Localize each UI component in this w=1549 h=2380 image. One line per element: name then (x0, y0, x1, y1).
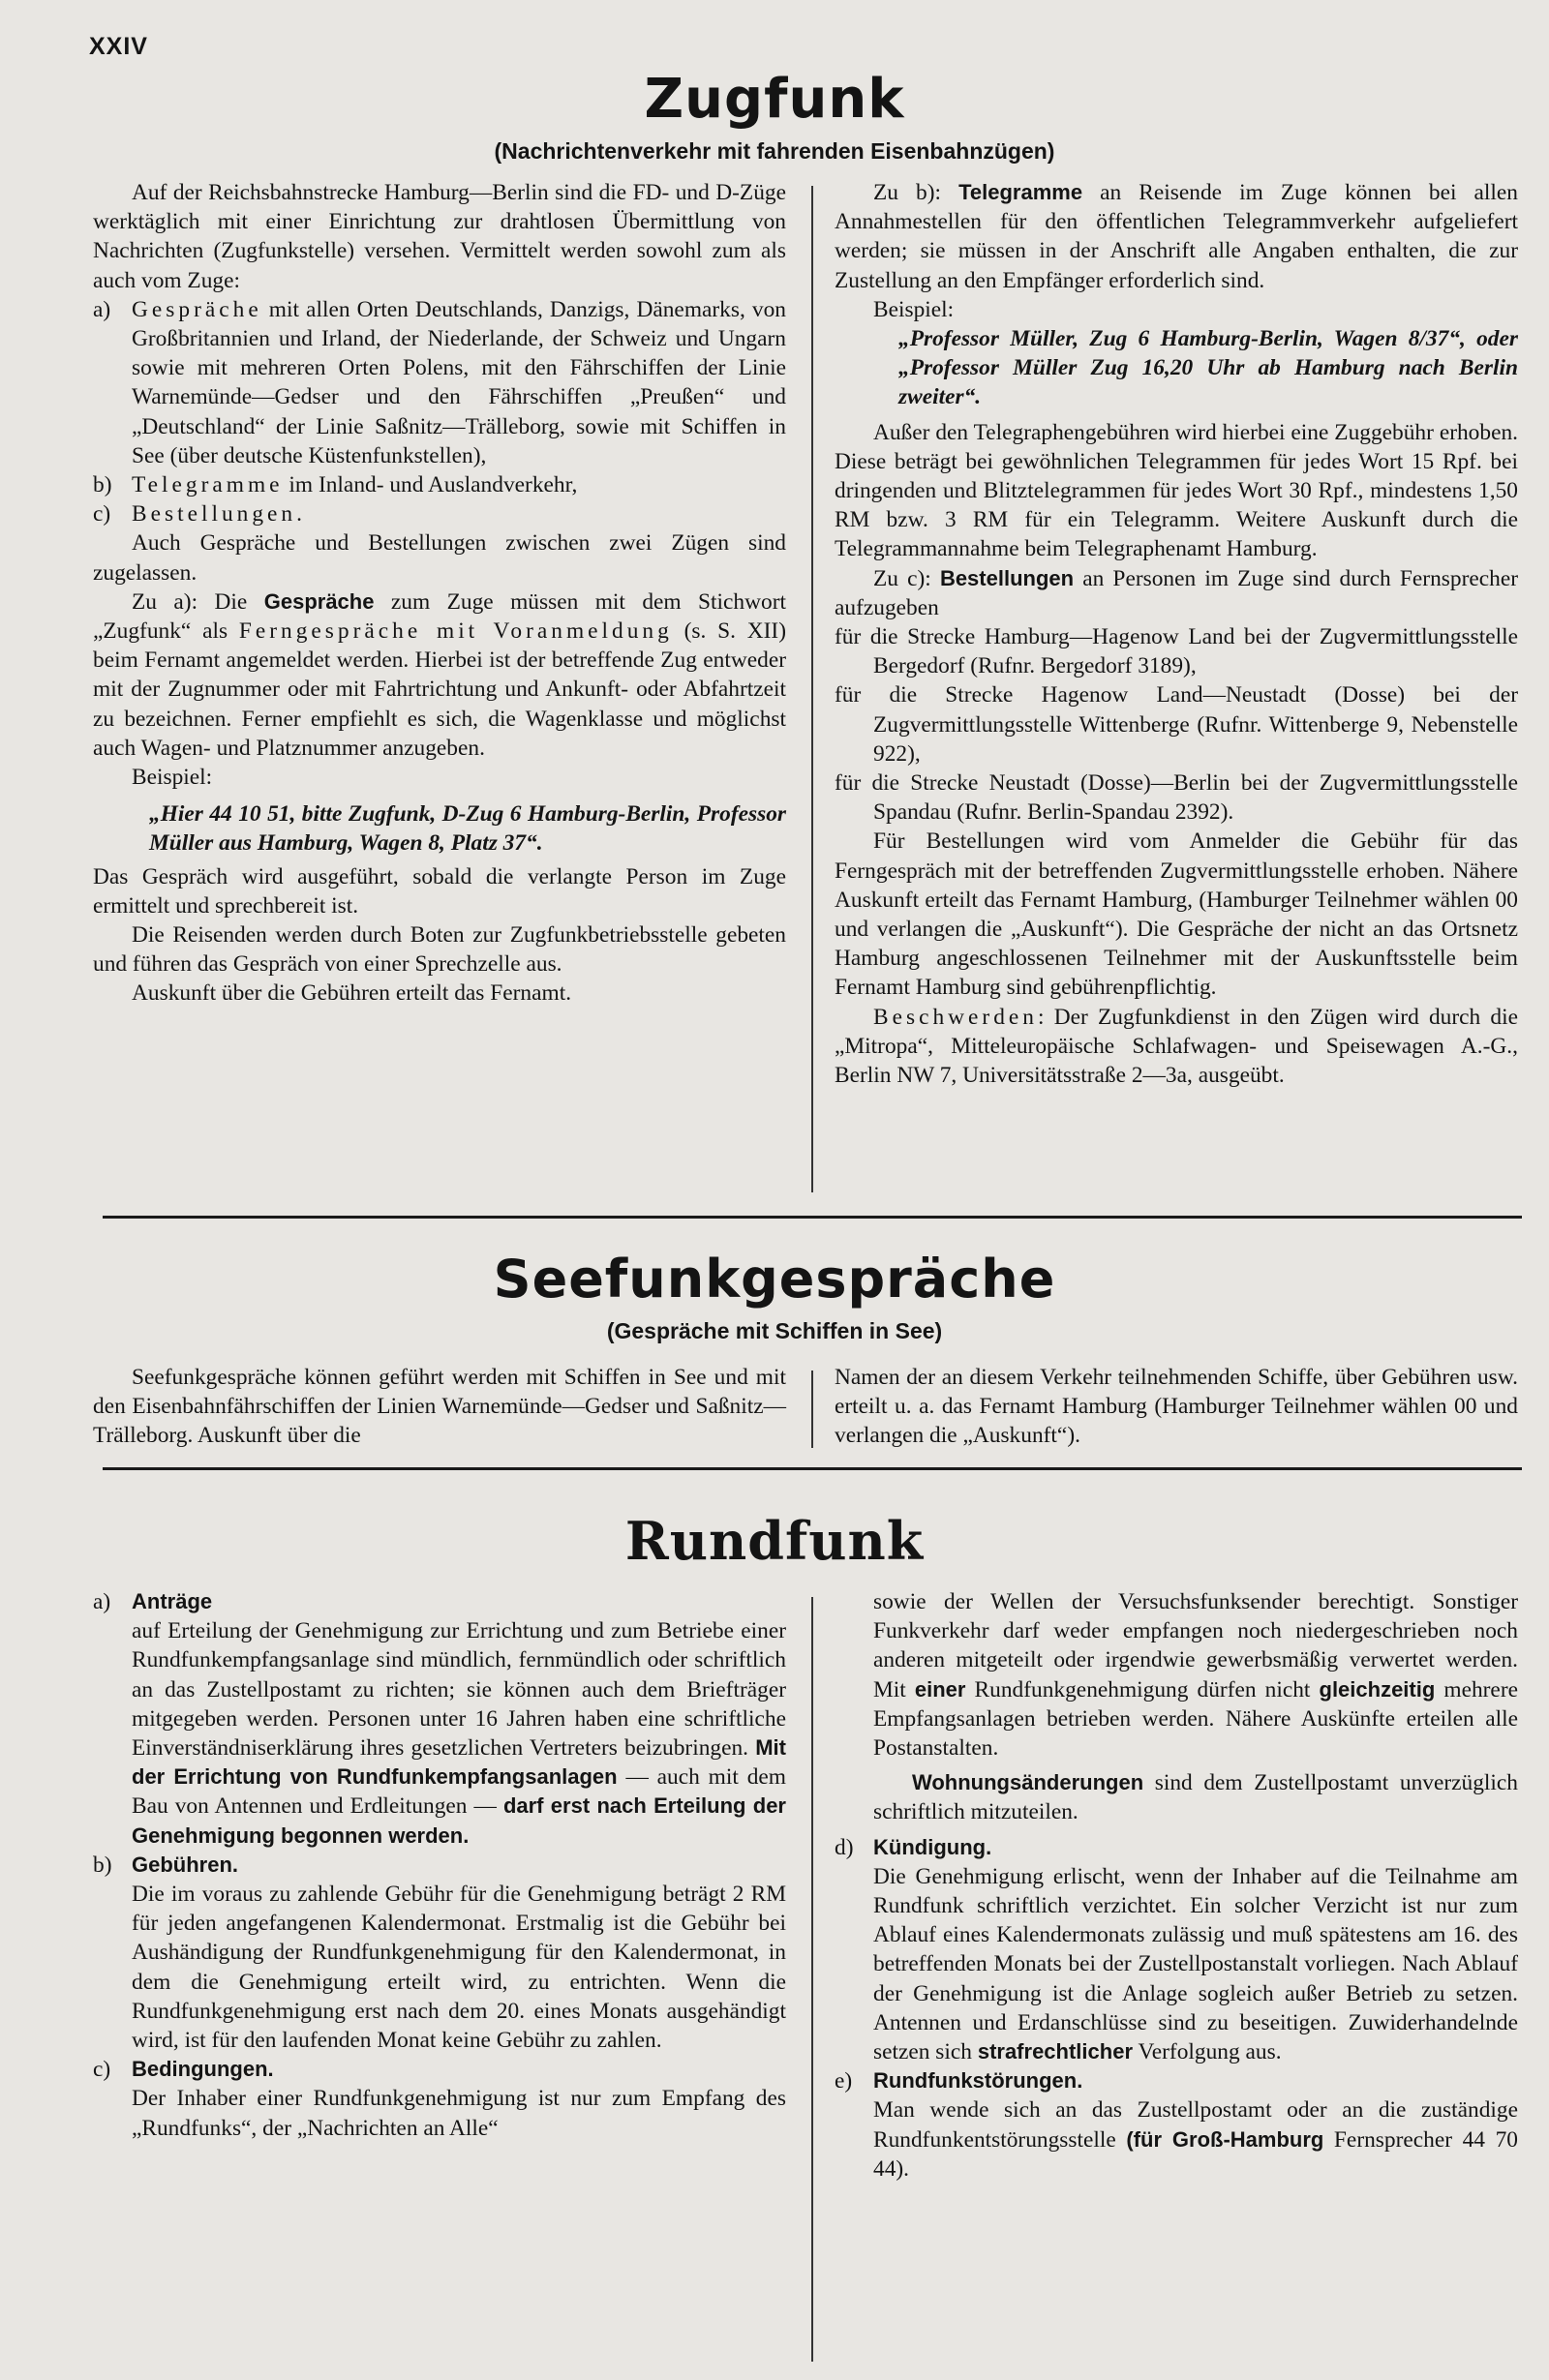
example-text: „Hier 44 10 51, bitte Zugfunk, D-Zug 6 Hamburg-Berlin, Professor Müller aus Hamburg, Wagen 8, Platz 37“. (149, 801, 786, 857)
list-item-a (93, 295, 786, 470)
example-label: Beispiel: (132, 765, 213, 791)
list-item-e: e) Rundfunkstörungen. Man wende sich an das Zustellpostamt oder an die zuständige Rundfunkentstörungsstelle (für Groß-Hamburg Fernsprecher 44 70 44). (835, 2068, 1518, 2182)
list-item-a: a) Anträge auf Erteilung der Genehmigung zur Errichtung und zum Betriebe einer Rundfunkempfangsanlage sind mündlich, fernmündlich oder schriftlich an das Zustellpostamt zu richten; sie können auch dem Briefträger mitgegeben werden. Personen unter 16 Jahren haben eine schriftliche Einverständniserklärung ihres gesetzlichen Vertreters beizubringen. Mit der Errichtung von Rundfunkempfangsanlagen — auch mit dem Bau von Antennen und Erdleitungen — darf erst nach Erteilung der Genehmigung begonnen werden. (93, 1589, 786, 1848)
section-divider (103, 1467, 1522, 1470)
paragraph: Seefunkgespräche können geführt werden mit Schiffen in See und mit den Eisenbahnfährschiffen der Linien Warnemünde—Gedser und Saßnitz—Trälleborg. Auskunft über die (93, 1365, 786, 1449)
paragraph: Auskunft über die Gebühren erteilt das Fernamt. (132, 980, 572, 1007)
paragraph: Außer den Telegraphengebühren wird hierbei eine Zuggebühr erhoben. Diese beträgt bei gewöhnlichen Telegrammen für jedes Wort 15 Rpf. bei dringenden und Blitztelegrammen für jedes Wort 30 Rpf., mindestens 1,50 RM bzw. 3 RM für ein Telegramm. Weitere Auskunft durch die Telegrammannahme beim Telegraphenamt Hamburg. (835, 419, 1518, 562)
column-divider (811, 186, 813, 1192)
list-head: Gebühren. (132, 1852, 239, 1877)
zugfunk-title: Zugfunk (644, 68, 905, 131)
list-head: Bedingungen. (132, 2057, 274, 2082)
paragraph-beschwerden: Beschwerden: Der Zugfunkdienst in den Zügen wird durch die „Mitropa“, Mitteleuropäische Schlafwagen- und Speisewagen A.-G., Berlin NW 7, Universitätsstraße 2—3a, ausgeübt. (835, 1004, 1518, 1089)
list-item-d: d) Kündigung. Die Genehmigung erlischt, wenn der Inhaber auf die Teilnahme am Rundfunk schriftlich verzichtet. Ein solcher Verzicht ist nur zum Ablauf eines Kalendermonats zulässig und muß spätestens am 16. des betreffenden Monats bei der Zustellpostanstalt vorliegen. Nach Ablauf der Genehmigung ist die Anlage sogleich außer Betrieb zu setzen. Antennen und Erdanschlüsse sind zu beseitigen. Zuwiderhandelnde setzen sich strafrechtlicher Verfolgung aus. (835, 1834, 1518, 2065)
paragraph: Für Bestellungen wird vom Anmelder die Gebühr für das Ferngespräch mit der betreffenden Zugvermittlungsstelle erhoben. Nähere Auskunft erteilt das Fernamt Hamburg, (Hamburger Teilnehmer wählen 00 und verlangen die „Auskunft“). Die Gespräche der nicht an das Ortsnetz Hamburg angeschlossenen Teilnehmer mit der Auskunftsstelle beim Fernamt Hamburg sind gebührenpflichtig. (835, 828, 1518, 1001)
list-item-b (93, 470, 786, 499)
list-text: mit allen Orten Deutschlands, Danzigs, Dänemarks, von Großbritannien und Irland, der Niederlande, der Schweiz und Ungarn sowie mit mehreren Orten Polens, mit den Fährschiffen der Linie Warnemünde—Gedser und den Fährschiffen „Preußen“ und „Deutschland“ der Linie Saßnitz—Trälleborg, sowie mit Schiffen in See (über deutsche Küstenfunkstellen), (132, 296, 786, 468)
list-text: im Inland- und Auslandverkehr, (283, 472, 578, 498)
paragraph: Das Gespräch wird ausgeführt, sobald die verlangte Person im Zuge ermittelt und sprechbereit ist. (93, 863, 786, 919)
list-head: Rundfunkstörungen. (873, 2068, 1083, 2094)
list-head: Bestellungen. (132, 501, 306, 527)
example-label: Beispiel: (873, 296, 955, 322)
paragraph-wohnung: Wohnungsänderungen sind dem Zustellpostamt unverzüglich schriftlich mitzuteilen. (873, 1770, 1518, 1825)
paragraph: Die Reisenden werden durch Boten zur Zugfunkbetriebsstelle gebeten und führen das Gespräch von einer Sprechzelle aus. (93, 922, 786, 978)
route-item: für die Strecke Neustadt (Dosse)—Berlin bei der Zugvermittlungsstelle Spandau (Rufnr. Berlin-Spandau 2392). (835, 770, 1518, 826)
list-head: Kündigung. (873, 1834, 992, 1859)
seefunk-left-column (93, 1363, 786, 1451)
rundfunk-title: Rundfunk (624, 1510, 925, 1572)
page-number: XXIV (89, 33, 148, 60)
example-text: „Professor Müller, Zug 6 Hamburg-Berlin, Wagen 8/37“, oder „Professor Müller Zug 16,20 Uhr ab Hamburg nach Berlin zweiter“. (898, 326, 1518, 410)
column-divider (811, 1597, 813, 2362)
route-item: für die Strecke Hagenow Land—Neustadt (Dosse) bei der Zugvermittlungsstelle Wittenberge (Rufnr. Wittenberge 9, Nebenstelle 922), (835, 682, 1518, 767)
list-head: Gespräche (132, 296, 262, 322)
list-head: Telegramme (132, 472, 284, 498)
rundfunk-right-column (835, 1587, 1518, 2184)
column-divider (811, 1371, 813, 1448)
section-divider (103, 1216, 1522, 1219)
seefunk-title: Seefunkgespräche (493, 1249, 1056, 1310)
list-label: c) (93, 501, 111, 527)
list-head: Anträge (132, 1589, 213, 1613)
list-item-c (93, 499, 786, 528)
paragraph-zu-a: Zu a): Die Gespräche zum Zuge müssen mit dem Stichwort „Zugfunk“ als Ferngespräche mit Voranmeldung (s. S. XII) beim Fernamt angemeldet werden. Hierbei ist der betreffende Zug entweder mit der Zugnummer oder mit Fahrtrichtung und Ankunft- oder Abfahrtzeit zu bezeichnen. Ferner empfiehlt es sich, die Wagenklasse und möglichst auch Wagen- und Platznummer anzugeben. (93, 588, 787, 761)
zugfunk-intro: Auf der Reichsbahnstrecke Hamburg—Berlin sind die FD- und D-Züge werktäglich mit einer Einrichtung zur drahtlosen Übermittlung von Nachrichten (Zugfunkstelle) versehen. Vermittelt werden sowohl zum als auch vom Zuge: (93, 180, 786, 293)
zugfunk-left-column (93, 178, 786, 1009)
list-item-b: b) Gebühren. Die im voraus zu zahlende Gebühr für die Genehmigung beträgt 2 RM für jeden angefangenen Kalendermonat. Erstmalig ist die Gebühr bei Aushändigung der Rundfunkgenehmigung für den Kalendermonat, in dem die Genehmigung erteilt wird, zu entrichten. Wenn die Rundfunkgenehmigung erst nach dem 20. eines Monats ausgehändigt wird, ist für den laufenden Monat keine Gebühr zu zahlen. (93, 1852, 786, 2054)
zugfunk-subtitle: (Nachrichtenverkehr mit fahrenden Eisenbahnzügen) (494, 138, 1055, 164)
route-item: für die Strecke Hamburg—Hagenow Land bei der Zugvermittlungsstelle Bergedorf (Rufnr. Bergedorf 3189), (835, 624, 1518, 679)
paragraph-zu-b: Zu b): Telegramme an Reisende im Zuge können bei allen Annahmestellen für den öffentlichen Telegrammverkehr aufgeliefert werden; sie müssen in der Anschrift alle Angaben enthalten, die zur Zustellung an den Empfänger erforderlich sind. (835, 180, 1518, 293)
list-label: a) (93, 296, 111, 322)
seefunk-subtitle: (Gespräche mit Schiffen in See) (606, 1318, 943, 1343)
paragraph: Namen der an diesem Verkehr teilnehmenden Schiffe, über Gebühren usw. erteilt u. a. das Fernamt Hamburg (Hamburger Teilnehmer wählen 00 und verlangen die „Auskunft“). (835, 1365, 1518, 1449)
rundfunk-left-column (93, 1587, 786, 2143)
list-label: b) (93, 472, 112, 498)
seefunk-right-column (835, 1363, 1518, 1451)
list-item-c: c) Bedingungen. Der Inhaber einer Rundfunkgenehmigung ist nur zum Empfang des „Rundfunks“, der „Nachrichten an Alle“ (93, 2057, 786, 2141)
zugfunk-right-column (835, 178, 1518, 1090)
paragraph: sowie der Wellen der Versuchsfunksender berechtigt. Sonstiger Funkverkehr darf weder empfangen noch niedergeschrieben noch anderen mitgeteilt oder irgendwie gewerbsmäßig verwertet werden. Mit einer Rundfunkgenehmigung dürfen nicht gleichzeitig mehrere Empfangsanlagen betrieben werden. Nähere Auskünfte erteilen alle Postanstalten. (873, 1589, 1518, 1762)
paragraph-zu-c: Zu c): Bestellungen an Personen im Zuge sind durch Fernsprecher aufzugeben (835, 565, 1518, 620)
paragraph: Auch Gespräche und Bestellungen zwischen zwei Zügen sind zugelassen. (93, 530, 786, 586)
